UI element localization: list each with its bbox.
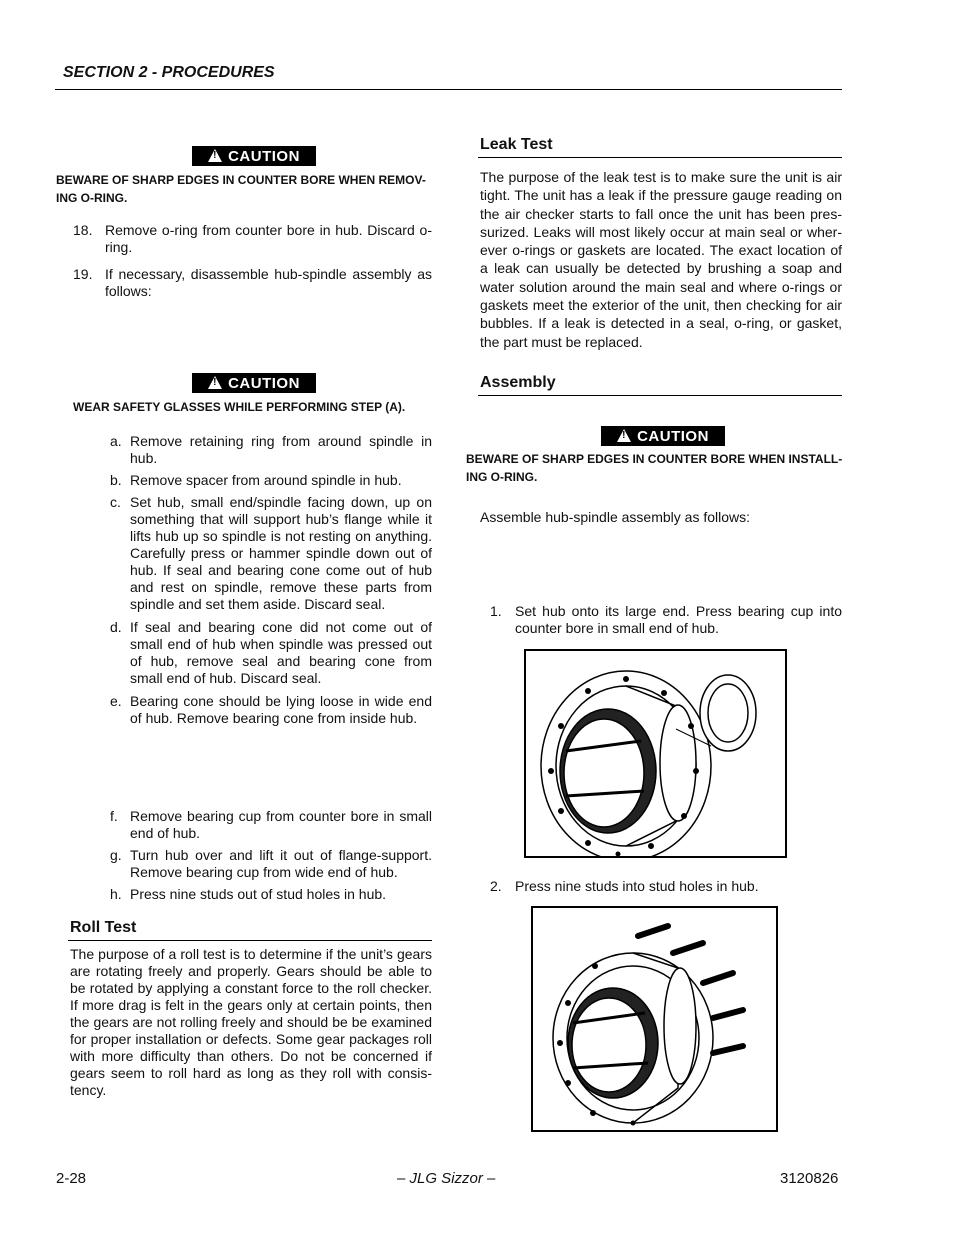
substep-text: Bearing cone should be lying loose in wide end of hub. Remove bearing cone from inside hub. — [130, 693, 432, 726]
roll-test-heading: Roll Test — [70, 919, 137, 936]
footer-page-number: 2-28 — [56, 1170, 87, 1187]
step-text: Remove o-ring from counter bore in hub. Discard o-ring. — [105, 222, 432, 255]
caution-text: BEWARE OF SHARP EDGES IN COUNTER BORE WHEN REMOV-ING O-RING. — [56, 173, 426, 205]
caution-banner — [192, 373, 316, 393]
step-number: 19. — [73, 266, 93, 282]
substep-text: If seal and bearing cone did not come out of small end of hub when spindle was pressed out of hub, remove seal and bearing cone from small end of hub. Discard seal. — [130, 619, 432, 686]
caution-banner — [601, 426, 725, 446]
caution-label: CAUTION — [228, 374, 300, 392]
roll-test-text: The purpose of a roll test is to determine if the unit’s gears are rotating freely and properly. Gears should be able to be rotated by applying a constant force to the roll checker. If more drag is felt in the gears only at certain points, then the gears are not rolling freely and should be be examined for proper installation or defects. Some gear packages roll with more difficulty than others. Do not be concerned if gears seem to roll hard as long as they roll with consis-tency. — [70, 946, 432, 1098]
warning-triangle-icon — [617, 429, 631, 442]
assembly-intro: Assemble hub-spindle assembly as follows: — [480, 509, 751, 525]
substep-text: Press nine studs out of stud holes in hub. — [130, 886, 387, 902]
step-number: 2. — [490, 878, 502, 894]
footer-doc-number: 3120826 — [780, 1170, 839, 1187]
caution-text: BEWARE OF SHARP EDGES IN COUNTER BORE WHEN INSTALL-ING O-RING. — [466, 452, 843, 484]
step-text: If necessary, disassemble hub-spindle assembly as follows: — [105, 266, 432, 299]
leak-test-text: The purpose of the leak test is to make sure the unit is air tight. The unit has a leak if the pressure gauge reading on the air checker starts to fall once the unit has been pres-surized. Leaks will most likely occur at main seal or wher-ever o-rings or gaskets are located. The exact location of a leak can usually be detected by brushing a soap and water solution around the main seal and where o-rings or gaskets meet the exterior of the unit, then checking for air bubbles. If a leak is detected in a seal, o-ring, or gasket, the part must be replaced. — [480, 169, 842, 350]
substep-letter: b. — [110, 472, 122, 488]
substep-letter: a. — [110, 433, 122, 449]
substep-letter: g. — [110, 847, 122, 863]
heading-rule — [478, 157, 842, 158]
warning-triangle-icon — [208, 149, 222, 162]
caution-text: WEAR SAFETY GLASSES WHILE PERFORMING STEP (A). — [73, 400, 406, 414]
leak-test-heading: Leak Test — [480, 136, 553, 153]
heading-rule — [68, 940, 432, 941]
substep-letter: c. — [110, 494, 121, 510]
caution-label: CAUTION — [637, 427, 709, 445]
figure-hub-bearing-cup — [524, 649, 787, 858]
substep-text: Turn hub over and lift it out of flange-support. Remove bearing cup from wide end of hub. — [130, 847, 432, 880]
caution-banner — [192, 146, 316, 166]
substep-text: Remove bearing cup from counter bore in small end of hub. — [130, 808, 432, 841]
footer-title: – JLG Sizzor – — [397, 1170, 496, 1187]
heading-rule — [478, 395, 842, 396]
section-heading: SECTION 2 - PROCEDURES — [63, 64, 275, 81]
step-text: Set hub onto its large end. Press bearing cup into counter bore in small end of hub. — [515, 603, 842, 636]
substep-text: Remove retaining ring from around spindle in hub. — [130, 433, 432, 466]
substep-text: Set hub, small end/spindle facing down, up on something that will support hub’s flange while it lifts hub up so spindle is not resting on anything. Carefully press or hammer spindle down out of hub. If seal and bearing cone come out of hub and rest on spindle, remove these parts from spindle and set them aside. Discard seal. — [130, 494, 432, 612]
substep-text: Remove spacer from around spindle in hub. — [130, 472, 402, 488]
caution-label: CAUTION — [228, 147, 300, 165]
substep-letter: d. — [110, 619, 122, 635]
substep-letter: e. — [110, 693, 122, 709]
figure-hub-studs — [531, 906, 778, 1132]
assembly-heading: Assembly — [480, 374, 556, 391]
step-number: 18. — [73, 222, 93, 238]
hub-bearing-cup-illustration — [526, 651, 785, 856]
substep-letter: h. — [110, 886, 122, 902]
step-number: 1. — [490, 603, 502, 619]
step-text: Press nine studs into stud holes in hub. — [515, 878, 759, 894]
warning-triangle-icon — [208, 376, 222, 389]
substep-letter: f. — [110, 808, 118, 824]
hub-studs-illustration — [533, 908, 776, 1130]
header-rule — [55, 89, 842, 90]
